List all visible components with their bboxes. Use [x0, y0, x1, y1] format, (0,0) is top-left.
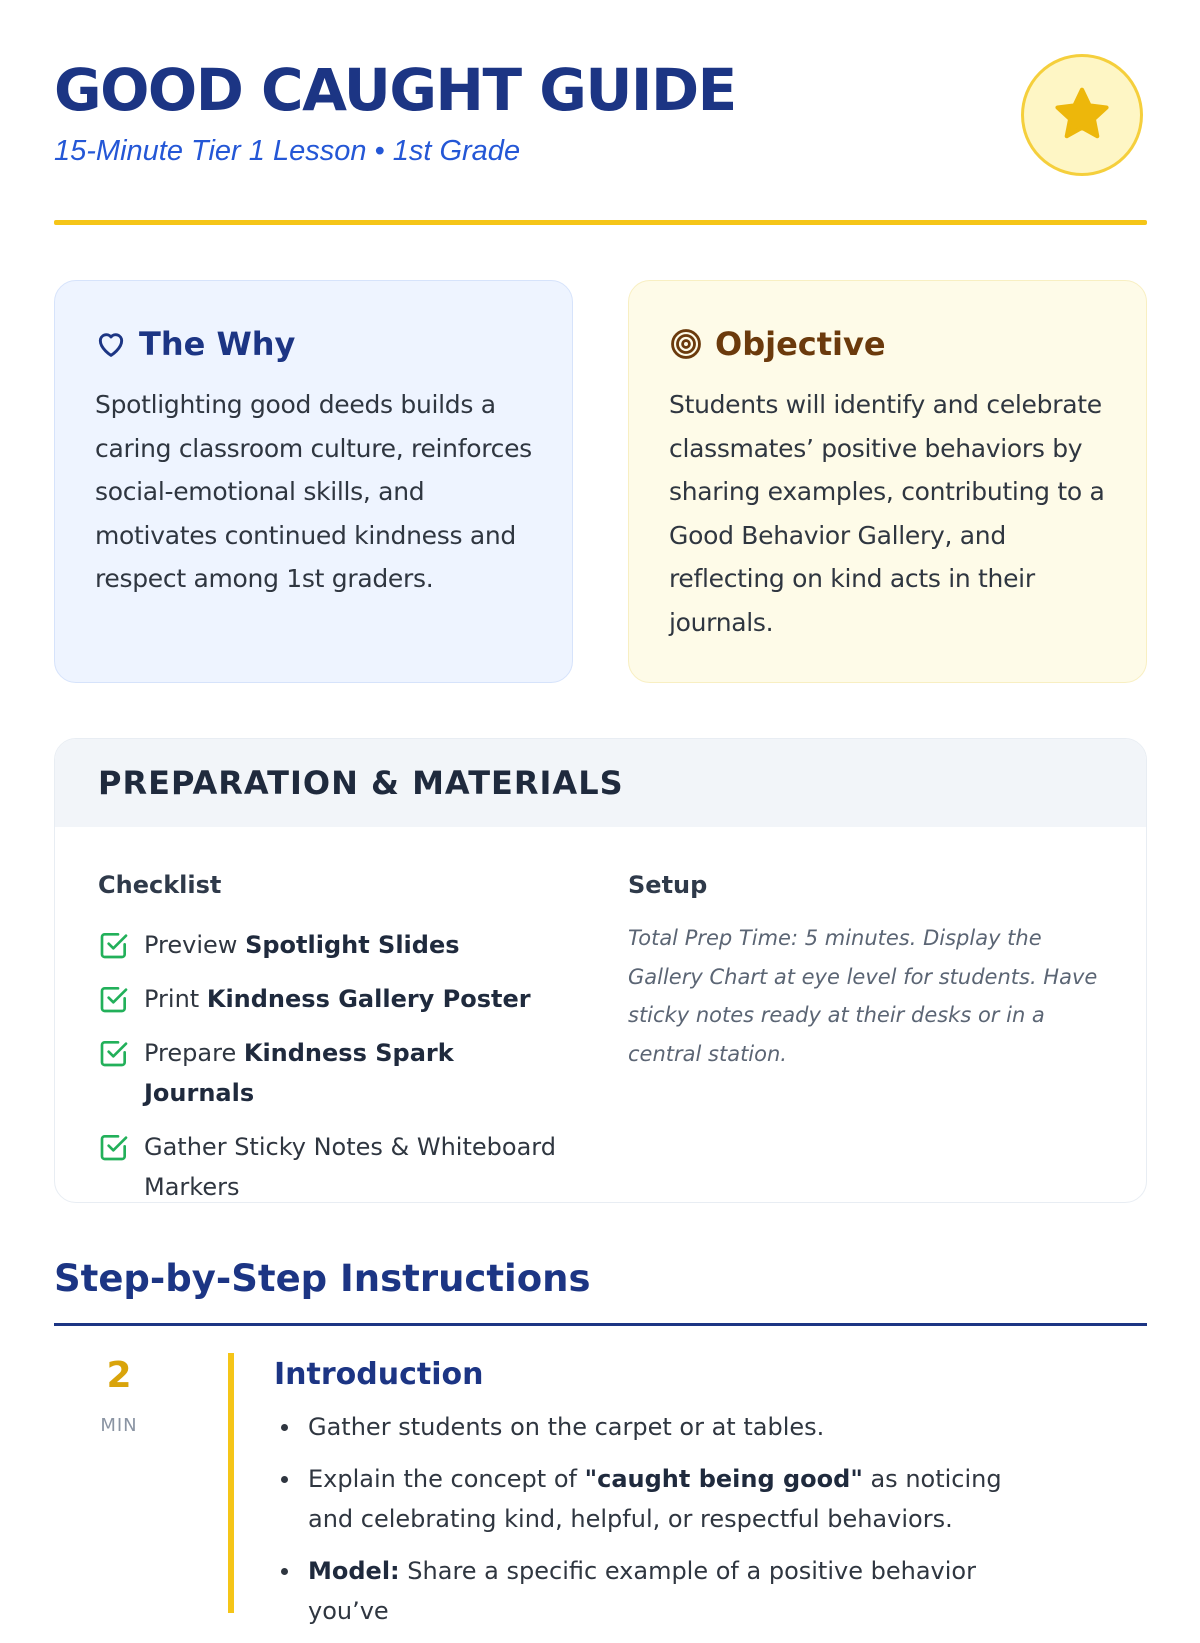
step-bullet: Gather students on the carpet or at tables. — [274, 1407, 1054, 1447]
objective-card-header — [669, 325, 1106, 363]
check-square-icon — [98, 1037, 130, 1069]
prep-header — [55, 739, 1146, 827]
checklist — [98, 925, 568, 1203]
step-bullet: Explain the concept of "caught being good" as noticing and celebrating kind, helpful, or respectful behaviors. — [274, 1459, 1054, 1539]
step-heading: Introduction — [274, 1357, 484, 1392]
check-square-icon — [98, 1131, 130, 1163]
why-card-header — [95, 325, 532, 363]
star-icon — [1051, 84, 1113, 146]
objective-text: Students will identify and celebrate classmates’ positive behaviors by sharing examples, contributing to a Good Behavior Gallery, and reflecting on kind acts in their journals. — [669, 390, 1105, 637]
step-bullet: Model: Share a specific example of a positive behavior you’ve — [274, 1551, 1054, 1631]
why-title: The Why — [139, 325, 296, 363]
objective-title: Objective — [715, 325, 886, 363]
check-square-icon — [98, 983, 130, 1015]
setup-title: Setup — [628, 871, 708, 899]
step-bullets — [274, 1407, 1054, 1643]
checklist-item-text: Preview Spotlight Slides — [144, 931, 460, 959]
step-introduction — [54, 1353, 1147, 1625]
target-icon — [669, 327, 703, 361]
checklist-item-text: Gather Sticky Notes & Whiteboard Markers — [144, 1133, 556, 1201]
lesson-page — [54, 0, 1147, 1625]
objective-card — [628, 280, 1147, 683]
checklist-item-text: Prepare Kindness Spark Journals — [144, 1039, 454, 1107]
page-subtitle: 15-Minute Tier 1 Lesson • 1st Grade — [54, 135, 521, 167]
check-square-icon — [98, 929, 130, 961]
checklist-item-text: Print Kindness Gallery Poster — [144, 985, 531, 1013]
checklist-item — [98, 979, 568, 1019]
header-divider — [54, 220, 1147, 225]
heart-icon — [95, 328, 127, 360]
page-title: GOOD CAUGHT GUIDE — [54, 56, 736, 124]
checklist-item — [98, 1127, 568, 1203]
prep-body — [55, 827, 1146, 1202]
step-timeline-bar — [228, 1353, 234, 1613]
prep-section — [54, 738, 1147, 1203]
checklist-item — [98, 925, 568, 965]
step-minutes: 2 — [106, 1355, 132, 1396]
star-badge — [1021, 54, 1143, 176]
checklist-item — [98, 1033, 568, 1113]
page-header — [54, 0, 1147, 226]
prep-title: PREPARATION & MATERIALS — [98, 764, 624, 802]
why-card — [54, 280, 573, 683]
steps-title: Step-by-Step Instructions — [54, 1257, 591, 1300]
setup-text: Total Prep Time: 5 minutes. Display the Gallery Chart at eye level for students. Have sticky notes ready at their desks or in a central station. — [628, 926, 1098, 1066]
why-text: Spotlighting good deeds builds a caring classroom culture, reinforces social-emotional skills, and motivates continued kindness and respect among 1st graders. — [95, 390, 532, 593]
step-minutes-unit: MIN — [100, 1415, 138, 1436]
steps-divider — [54, 1323, 1147, 1326]
checklist-title: Checklist — [98, 871, 222, 899]
